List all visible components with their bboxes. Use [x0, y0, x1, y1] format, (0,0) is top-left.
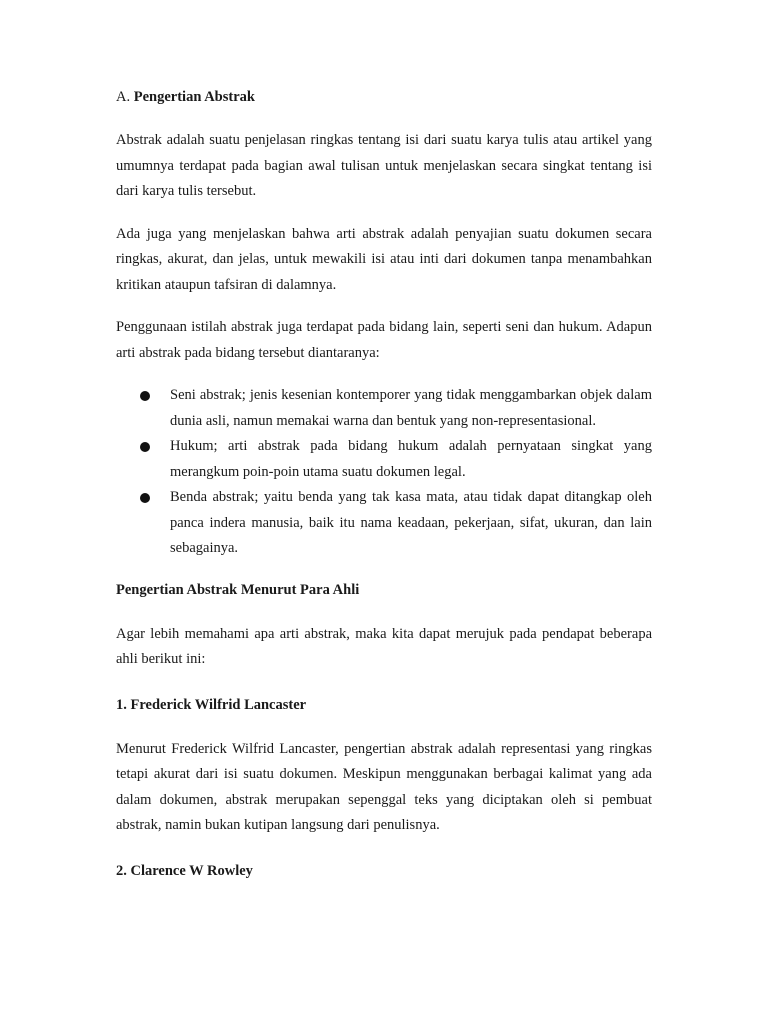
section-a-prefix: A. — [116, 89, 131, 105]
paragraph-definition: Abstrak adalah suatu penjelasan ringkas tentang isi dari suatu karya tulis atau artikel yang umumnya terdapat pada bagian awal tulisan untuk menjelaskan secara singkat tentang isi dari karya tulis tersebut. — [116, 132, 652, 199]
section-a-heading — [116, 87, 652, 107]
paragraph-ahli-intro: Agar lebih memahami apa arti abstrak, maka kita dapat merujuk pada pendapat beberapa ahli berikut ini: — [116, 625, 652, 667]
list-item-text: Benda abstrak; yaitu benda yang tak kasa mata, atau tidak dapat ditangkap oleh panca indera manusia, baik itu nama keadaan, pekerjaan, sifat, ukuran, dan lain sebagainya. — [170, 489, 652, 556]
bullet-list — [116, 383, 652, 562]
expert-heading-lancaster: 1. Frederick Wilfrid Lancaster — [116, 696, 307, 713]
section-ahli-title: Pengertian Abstrak Menurut Para Ahli — [116, 581, 360, 598]
list-item — [116, 485, 652, 562]
list-item-text: Seni abstrak; jenis kesenian kontemporer yang tidak menggambarkan objek dalam dunia asli, namun memakai warna dan bentuk yang non-representasional. — [170, 387, 652, 429]
list-item — [116, 434, 652, 485]
list-item — [116, 383, 652, 434]
list-item-text: Hukum; arti abstrak pada bidang hukum adalah pernyataan singkat yang merangkum poin-poin utama suatu dokumen legal. — [170, 438, 652, 480]
bullet-icon — [140, 493, 150, 503]
paragraph-alternative-definition: Ada juga yang menjelaskan bahwa arti abstrak adalah penyajian suatu dokumen secara ringkas, akurat, dan jelas, untuk mewakili isi atau inti dari dokumen tanpa menambahkan kritikan ataupun tafsiran di dalamnya. — [116, 225, 652, 293]
paragraph-lancaster: Menurut Frederick Wilfrid Lancaster, pengertian abstrak adalah representasi yang ringkas tetapi akurat dari isi suatu dokumen. Meskipun menggunakan berbagai kalimat yang ada dalam dokumen, abstrak merupakan sepenggal teks yang diciptakan oleh si pembuat abstrak, namin bukan kutipan langsung dari penulisnya. — [116, 740, 652, 833]
bullet-icon — [140, 442, 150, 452]
paragraph-other-fields: Penggunaan istilah abstrak juga terdapat pada bidang lain, seperti seni dan hukum. Adapun arti abstrak pada bidang tersebut diantaranya: — [116, 319, 652, 361]
bullet-icon — [140, 391, 150, 401]
section-a-title: Pengertian Abstrak — [133, 89, 255, 105]
expert-heading-rowley: 2. Clarence W Rowley — [116, 862, 253, 879]
